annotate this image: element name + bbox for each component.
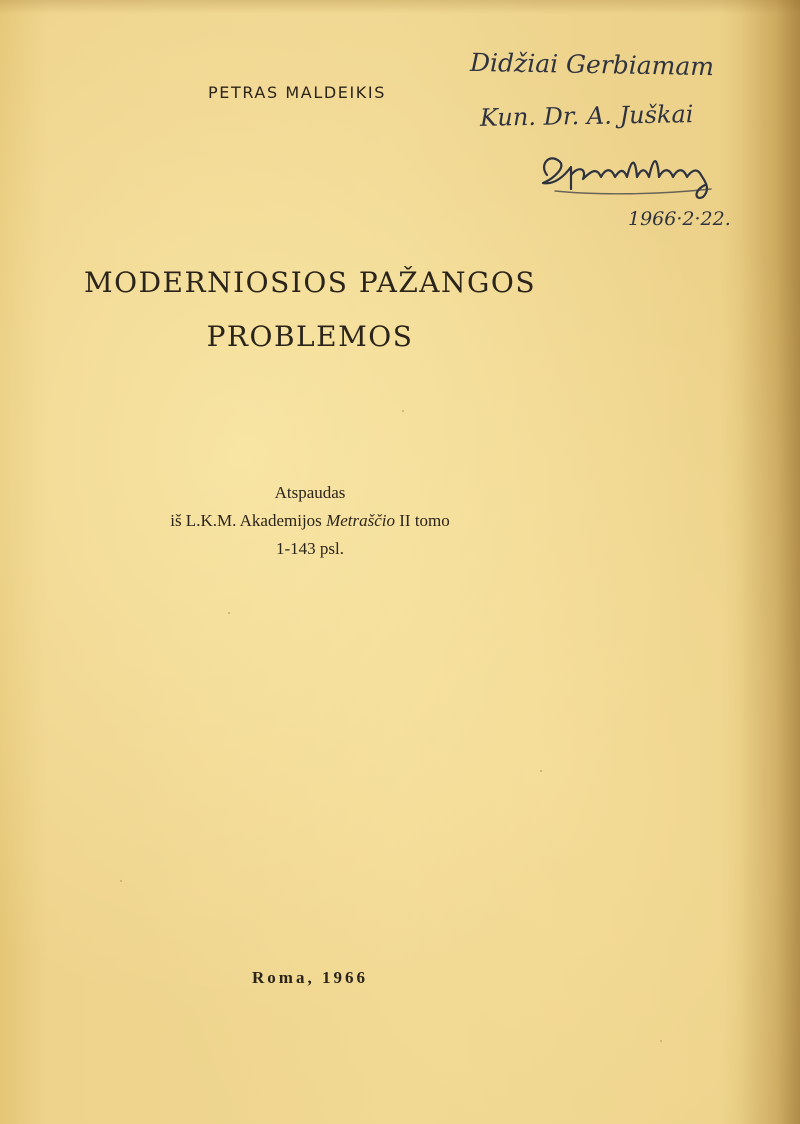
inscription-line-1: Didžiai Gerbiamam [469,47,715,82]
offprint-line-2-pre: iš L.K.M. Akademijos [170,511,327,530]
top-edge-shadow [0,0,800,14]
right-edge-shadow [740,0,800,1124]
book-title [60,256,560,364]
imprint-place-year: Roma, 1966 [252,968,368,987]
offprint-line-2-italic: Metraščio [326,511,395,530]
paper-speck [120,880,122,882]
paper-speck [660,1040,662,1042]
offprint-line-2 [110,507,510,535]
paper-speck [228,612,230,614]
handwritten-signature [535,145,725,205]
offprint-line-2-post: II tomo [395,511,450,530]
offprint-line-3: 1-143 psl. [276,539,344,558]
inscription-line-2: Kun. Dr. A. Juškai [479,100,694,132]
offprint-line-1: Atspaudas [274,483,346,502]
author-name: PETRAS MALDEIKIS [208,83,386,102]
title-line-1: MODERNIOSIOS PAŽANGOS [83,266,537,299]
paper-speck [402,410,404,412]
paper-speck [540,770,542,772]
inscription-date: 1966·2·22. [628,208,731,230]
offprint-note [110,479,510,563]
title-line-2: PROBLEMOS [206,320,414,353]
